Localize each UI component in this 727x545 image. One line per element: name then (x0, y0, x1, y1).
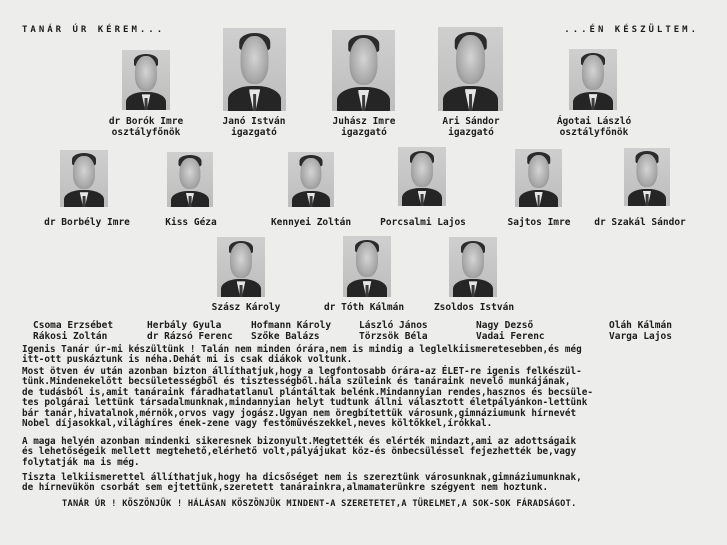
text-line: és lehetőségeik mellett megtehető,elérhető volt,pályájukat köz-és önbecsüléssel fejezhették be,vagy (22, 446, 577, 458)
teacher-name: dr Borók Imre (108, 116, 184, 127)
teacher-name: Sajtos Imre (507, 217, 571, 228)
student-name: dr Rázsó Ferenc (147, 331, 233, 342)
teacher-role: igazgató (341, 127, 387, 138)
teacher-label (333, 116, 396, 138)
student-name: Herbály Gyula (147, 320, 222, 331)
teacher-label (109, 116, 183, 138)
teacher-label (380, 217, 466, 228)
teacher-label (508, 217, 571, 228)
student-pair (33, 320, 113, 342)
text-line: de tudásból is,amit tanáraink fáradhatatlanul plántáltak belénk.Mindannyian rendes,hasznos és becsüle- (22, 386, 593, 398)
teacher-photo (217, 237, 265, 297)
teacher-photo (398, 147, 446, 206)
teacher-label (594, 217, 686, 228)
student-pair (476, 320, 545, 342)
text-line: tünk.Mindenekelőtt becsületességből és tisztességből.hála szüleink és tanáraink nevelő munkájának, (22, 376, 571, 388)
text-line: A maga helyén azonban mindenki sikeresnek bizonyult.Megtették és elérték mindazt,ami az adottságaik (22, 436, 577, 447)
teacher-photo (288, 152, 334, 207)
teacher-role: osztályfőnök (559, 127, 629, 138)
student-name: Oláh Kálmán (609, 320, 672, 331)
student-name: Hofmann Károly (251, 320, 332, 331)
teacher-photo (449, 237, 497, 297)
teacher-label (223, 116, 286, 138)
text-line: Tiszta lelkiismerettel állíthatjuk,hogy ha dicsőséget nem is szereztünk városunknak,gimnáziumunknak, (22, 472, 582, 483)
teacher-name: Ágotai László (556, 116, 632, 127)
teacher-name: dr Tóth Kálmán (323, 302, 405, 313)
teacher-photo (343, 236, 391, 297)
teacher-label (442, 116, 499, 138)
teacher-photo (60, 150, 108, 207)
teacher-label (212, 302, 281, 313)
paragraph-1 (22, 345, 712, 366)
teacher-name: Zsoldos István (433, 302, 515, 313)
text-line: Most ötven év után azonban bizton állíthatjuk,hogy a legfontosabb órára-az ÉLET-re igenis felkészül- (22, 366, 582, 377)
teacher-name: Janó István (222, 116, 286, 127)
student-name: Nagy Dezső (476, 320, 534, 331)
student-pair (609, 320, 672, 342)
text-line: itt-ott puskáztunk is néha.Dehát mi is csak diákok voltunk. (22, 354, 353, 366)
teacher-name: dr Szakál Sándor (594, 217, 686, 228)
teacher-photo (223, 28, 286, 111)
header-right: ...ÉN KÉSZÜLTEM. (564, 25, 699, 35)
student-pair (359, 320, 428, 342)
teacher-name: dr Borbély Imre (44, 217, 130, 228)
student-name: Szőke Balázs (251, 331, 320, 342)
teacher-role: osztályfőnök (111, 127, 181, 138)
closing-line: TANÁR ÚR ! KÖSZÖNJÜK ! HÁLÁSAN KÖSZÖNJÜK MINDENT-A SZERETETET,A TÜRELMET,A SOK-SOK FÁRADSÁGOT. (62, 499, 577, 509)
text-line: Nobel díjasokkal,világhíres ének-zene vagy festőművészekkel,neves költőkkel,írókkal. (22, 418, 493, 430)
student-name: Varga Lajos (609, 331, 672, 342)
teacher-label (165, 217, 216, 228)
teacher-photo (569, 49, 617, 110)
teacher-label (324, 302, 404, 313)
text-line: Igenis Tanár úr-mi készültünk ! Talán nem minden órára,nem is mindig a leglelkiismeretesebben,és még (22, 344, 582, 355)
text-line: bár tanár,hivatalnok,mérnök,orvos vagy jogász.Ugyan nem öregbítettük városunk,gimnáziumunk hírnevét (22, 407, 577, 419)
teacher-label (434, 302, 514, 313)
student-name: Vadai Ferenc (476, 331, 545, 342)
teacher-photo (624, 148, 670, 206)
student-name: László János (359, 320, 428, 331)
teacher-photo (438, 27, 503, 111)
teacher-label (557, 116, 631, 138)
teacher-name: Porcsalmi Lajos (380, 217, 466, 228)
teacher-photo (167, 152, 213, 207)
teacher-name: Juhász Imre (332, 116, 396, 127)
teacher-photo (122, 50, 170, 110)
student-name: Rákosi Zoltán (33, 331, 108, 342)
teacher-name: Kiss Géza (165, 217, 217, 228)
teacher-photo (515, 149, 562, 207)
teacher-name: Kennyei Zoltán (270, 217, 352, 228)
student-name: Csoma Erzsébet (33, 320, 114, 331)
paragraph-2 (22, 367, 712, 429)
teacher-role: igazgató (448, 127, 494, 138)
teacher-role: igazgató (231, 127, 277, 138)
text-line: de hírnevükön csorbát sem ejtettünk,szeretett tanárainkra,almamaterünkre szégyent nem hoztunk. (22, 482, 549, 494)
text-line: tes polgárai lettünk társadalmunknak,mindannyian helyt tudtunk állni választott életpályánkon-lettünk (22, 397, 588, 409)
student-pair (147, 320, 233, 342)
text-line: folytatják ma is még. (22, 456, 140, 468)
teacher-photo (332, 30, 395, 111)
teacher-name: Szász Károly (211, 302, 281, 313)
teacher-label (271, 217, 351, 228)
student-name: Törzsök Béla (359, 331, 428, 342)
student-pair (251, 320, 331, 342)
teacher-label (44, 217, 130, 228)
paragraph-4 (22, 473, 712, 494)
header-left: TANÁR ÚR KÉREM... (22, 25, 166, 35)
paragraph-3 (22, 437, 712, 468)
teacher-name: Ari Sándor (442, 116, 500, 127)
